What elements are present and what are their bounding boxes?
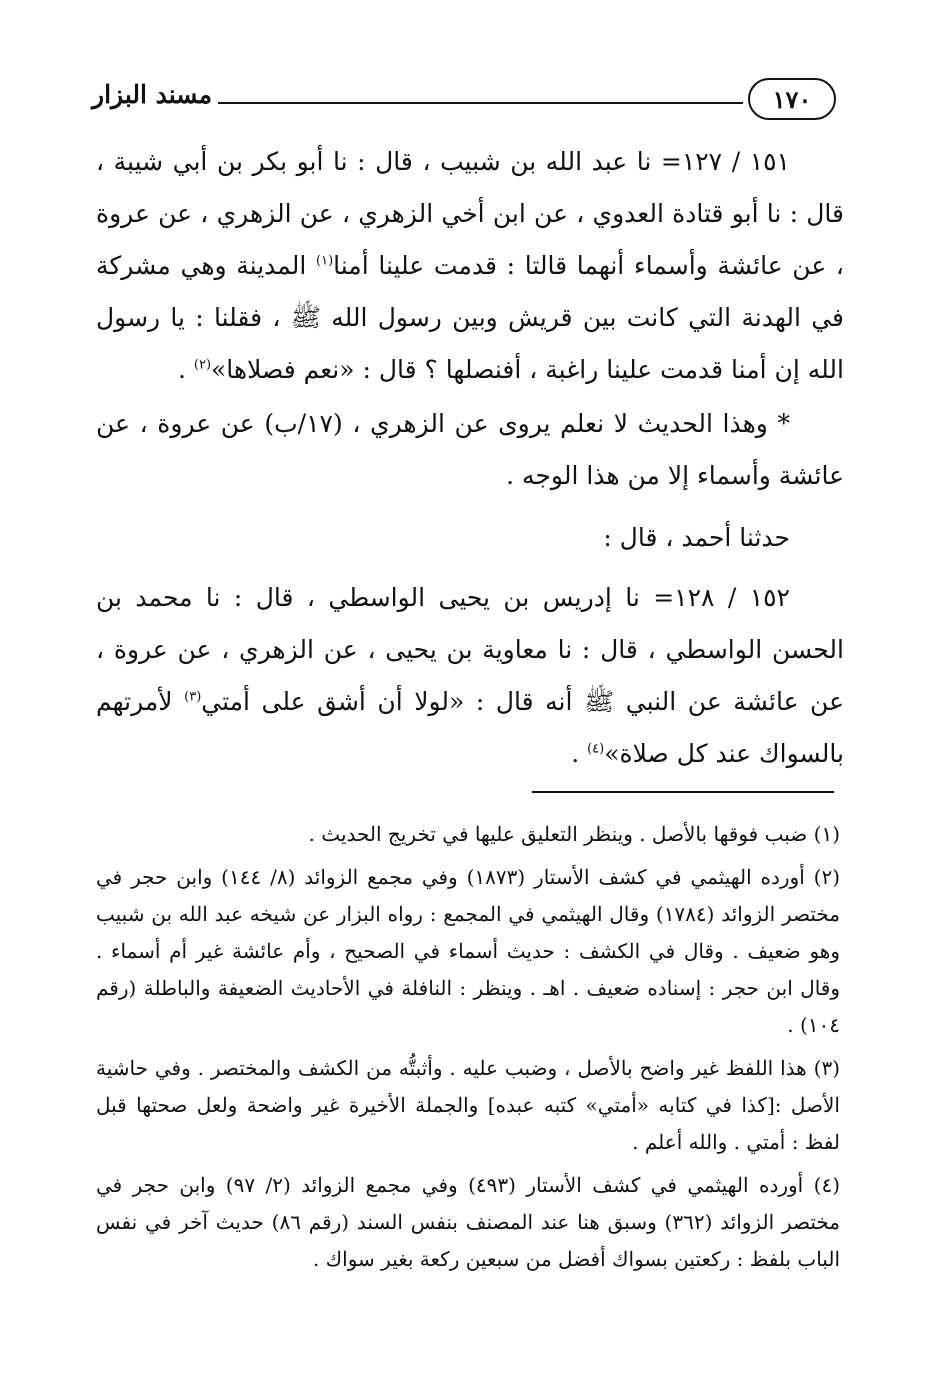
paragraph-text: المدينة وهي مشركة في الهدنة التي كانت بين قريش وبين رسول الله ﷺ ، فقلنا : يا رسول الله إن أمنا قدمت علينا راغبة ، أفنصلها ؟ قال : «نعم فصلاها» [96, 251, 844, 384]
paragraph [96, 136, 844, 396]
paragraph: حدثنا أحمد ، قال : [603, 523, 790, 552]
header-rule [218, 102, 743, 104]
paragraph-text: ١٥٢ / ١٢٨= نا إدريس بن يحيى الواسطي ، قال : نا محمد بن الحسن الواسطي ، قال : نا معاوية بن يحيى ، عن الزهري ، عن عروة ، عن عائشة عن النبي ﷺ أنه قال : «لولا أن أشق على أمتي [96, 583, 844, 716]
hadith-152 [96, 572, 844, 780]
footnote-ref-1: (١) [316, 253, 334, 269]
hadith-151 [96, 136, 844, 396]
footnote [96, 1050, 840, 1161]
footnote-ref-4: (٤) [587, 741, 605, 757]
footnote-ref-3: (٣) [184, 689, 202, 705]
footnote-text: أورده الهيثمي في كشف الأستار (٤٩٣) وفي مجمع الزوائد (٢/ ٩٧) وابن حجر في مختصر الزوائد (٣٦٢) وسبق هنا عند المصنف بنفس السند (رقم ٨٦) حديث آخر في نفس الباب بلفظ : ركعتين بسواك أفضل من سبعين ركعة بغير سواك . [96, 1173, 840, 1271]
page-number-badge [748, 78, 836, 120]
paragraph-text: . [177, 355, 194, 384]
paragraph: * وهذا الحديث لا نعلم يروى عن الزهري ، (١٧/ب) عن عروة ، عن عائشة وأسماء إلا من هذا الوجه . [96, 409, 844, 490]
footnote-text: هذا اللفظ غير واضح بالأصل ، وضبب عليه . وأثبتُّه من الكشف والمختصر . وفي حاشية الأصل :[كذا في كتابه «أمتي» كتبه عبده] والجملة الأخيرة غير واضحة ولعل صحتها قبل لفظ : أمتي . والله أعلم . [96, 1056, 840, 1154]
footnote-text: ضبب فوقها بالأصل . وينظر التعليق عليها في تخريج الحديث . [308, 822, 814, 846]
paragraph-text: ١٥١ / ١٢٧= نا عبد الله بن شبيب ، قال : نا أبو بكر بن أبي شيبة ، قال : نا أبو قتادة العدوي ، عن ابن أخي الزهري ، عن الزهري ، عن عروة ، عن عائشة وأسماء أنهما قالتا : قدمت علينا أمنا [96, 147, 844, 280]
paragraph-text: لأمرتهم بالسواك عند كل صلاة» [96, 687, 844, 768]
footnote [96, 1167, 840, 1278]
footnote-number: (٣) [813, 1056, 840, 1080]
paragraph-text: . [571, 739, 588, 768]
narration-intro [96, 512, 844, 564]
footnote-number: (٤) [813, 1173, 841, 1197]
footnote-ref-2: (٢) [193, 357, 212, 373]
footnote-separator [532, 791, 834, 793]
footnote-number: (١) [813, 822, 840, 846]
footnote-number: (٢) [813, 865, 841, 889]
footnote-text: أورده الهيثمي في كشف الأستار (١٨٧٣) وفي مجمع الزوائد (٨/ ١٤٤) وابن حجر في مختصر الزوائد (١٧٨٤) وقال الهيثمي في المجمع : رواه البزار عن شيخه عبد الله بن شبيب وهو ضعيف . وقال في الكشف : حديث أسماء في الصحيح ، وأم عائشة غير أم أسماء . وقال ابن حجر : إسناده ضعيف . اهـ . وينظر : النافلة في الأحاديث الضعيفة والباطلة (رقم ١٠٤) . [96, 865, 840, 1037]
footnote [96, 816, 840, 853]
paragraph [96, 572, 844, 780]
book-title: مسند البزار [92, 80, 212, 109]
footnote [96, 859, 840, 1044]
footnotes [96, 816, 840, 1284]
page-number: ١٧٠ [772, 84, 812, 114]
commentary [96, 398, 844, 502]
